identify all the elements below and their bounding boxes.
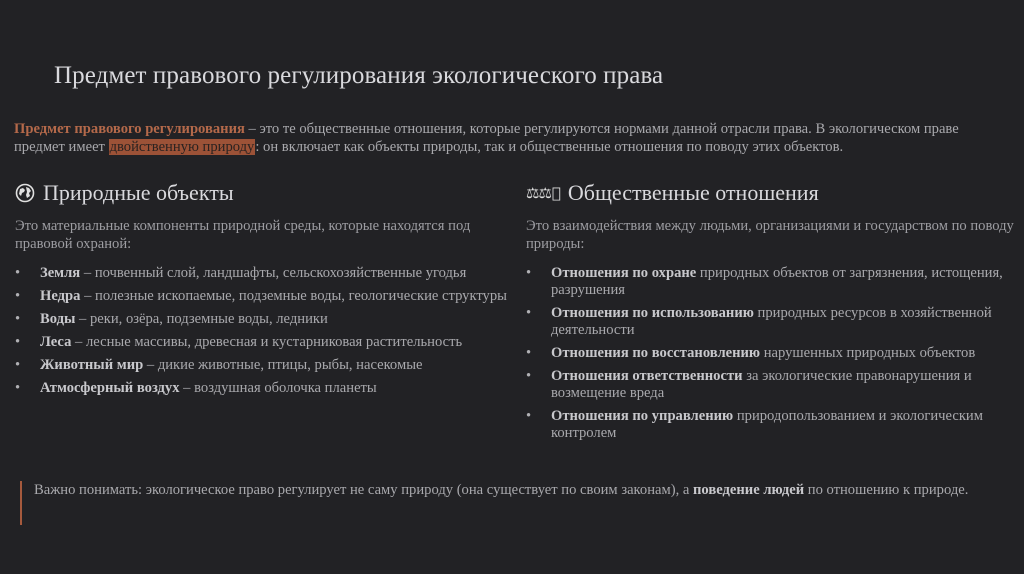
bullet-icon: • — [15, 288, 21, 304]
bullet-icon: • — [526, 368, 532, 384]
bullet-icon: • — [15, 311, 21, 327]
list-item — [15, 265, 515, 282]
list-item-text: природопользованием и экологическим контролем — [551, 408, 983, 441]
list-item — [15, 311, 515, 328]
list-item-text: – воздушная оболочка планеты — [179, 380, 377, 396]
natural-objects-column — [15, 178, 515, 403]
list-item-term: Воды — [40, 311, 76, 327]
list-item-text: – почвенный слой, ландшафты, сельскохозяйственные угодья — [80, 265, 467, 281]
list-item-text: природных объектов от загрязнения, истощения, разрушения — [551, 265, 1003, 298]
list-item-text: природных ресурсов в хозяйственной деятельности — [551, 305, 992, 338]
list-item-term: Отношения по управлению — [551, 408, 734, 424]
list-item-term: Леса — [40, 334, 72, 350]
list-item-text: – лесные массивы, древесная и кустарниковая растительность — [71, 334, 463, 350]
list-item-term: Атмосферный воздух — [40, 380, 180, 396]
list-item — [526, 345, 1022, 362]
bullet-icon: • — [526, 345, 532, 361]
list-item — [15, 334, 515, 351]
intro-paragraph — [14, 121, 1004, 156]
natural-objects-list — [15, 265, 515, 397]
list-item — [526, 305, 1022, 339]
intro-term: Предмет правового регулирования — [14, 121, 245, 137]
globe-icon — [15, 183, 35, 203]
scales-icon: ⚖⚖⃞ — [526, 184, 560, 202]
social-relations-desc: Это взаимодействия между людьми, организациями и государством по поводу природы: — [526, 218, 1014, 252]
natural-objects-desc: Это материальные компоненты природной среды, которые находятся под правовой охраной: — [15, 218, 471, 252]
list-item-term: Отношения по охране — [551, 265, 697, 281]
list-item-term: Отношения по восстановлению — [551, 345, 761, 361]
list-item — [526, 408, 1022, 442]
list-item-text: – полезные ископаемые, подземные воды, геологические структуры — [80, 288, 507, 304]
list-item — [526, 265, 1022, 299]
intro-text-2: : он включает как объекты природы, так и общественные отношения по поводу этих объектов. — [255, 138, 844, 155]
list-item-term: Земля — [40, 265, 81, 281]
list-item — [15, 288, 515, 305]
list-item-text: нарушенных природных объектов — [760, 345, 976, 361]
bullet-icon: • — [15, 357, 21, 373]
social-relations-list — [526, 265, 1022, 442]
natural-objects-header — [15, 178, 515, 208]
note-bold: поведение людей — [693, 482, 805, 498]
natural-objects-heading: Природные объекты — [43, 180, 234, 205]
intro-highlight: двойственную природу — [109, 138, 255, 155]
list-item-text: – дикие животные, птицы, рыбы, насекомые — [143, 357, 423, 373]
note-text-2: по отношению к природе. — [804, 482, 969, 498]
social-relations-header — [526, 178, 1022, 208]
list-item-text: – реки, озёра, подземные воды, ледники — [75, 311, 328, 327]
bullet-icon: • — [15, 380, 21, 396]
intro-text-1: – это те общественные отношения, которые регулируются нормами данной отрасли права. В экологическом праве предмет имеет — [14, 121, 959, 155]
bullet-icon: • — [526, 408, 532, 424]
list-item — [526, 368, 1022, 402]
list-item-term: Отношения ответственности — [551, 368, 743, 384]
list-item-term: Отношения по использованию — [551, 305, 754, 321]
note-text-1: Важно понимать: экологическое право регулирует не саму природу (она существует по своим законам), а — [34, 482, 694, 498]
list-item — [15, 357, 515, 374]
slide-title: Предмет правового регулирования экологического права — [54, 62, 664, 89]
social-relations-heading: Общественные отношения — [567, 180, 819, 205]
bullet-icon: • — [526, 265, 532, 281]
list-item-term: Животный мир — [40, 357, 144, 373]
list-item-text: за экологические правонарушения и возмещение вреда — [551, 368, 972, 401]
list-item-term: Недра — [40, 288, 81, 304]
important-note — [20, 481, 994, 525]
list-item — [15, 380, 515, 397]
bullet-icon: • — [526, 305, 532, 321]
bullet-icon: • — [15, 265, 21, 281]
social-relations-column — [526, 178, 1022, 448]
bullet-icon: • — [15, 334, 21, 350]
